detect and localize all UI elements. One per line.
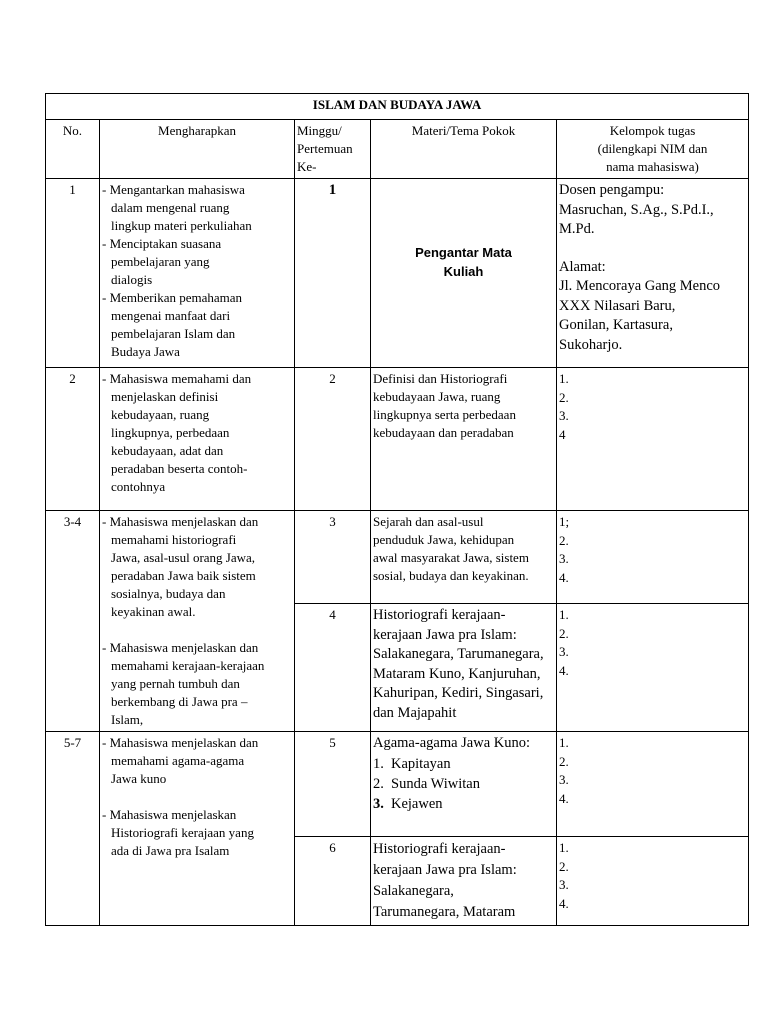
syllabus-table xyxy=(45,93,749,926)
header-mengharapkan: Mengharapkan xyxy=(100,120,295,179)
materi-cell: Sejarah dan asal-usul penduduk Jawa, kehidupan awal masyarakat Jawa, sistem sosial, budaya dan keyakinan. xyxy=(371,511,557,604)
goal-item: - Mahasiswa menjelaskan dan memahami agama-agama Jawa kuno xyxy=(102,735,259,786)
table-row xyxy=(46,368,749,511)
goal-item: - Mahasiswa menjelaskan dan memahami kerajaan-kerajaan yang pernah tumbuh dan berkembang di Jawa pra – Islam, xyxy=(102,640,265,727)
minggu-cell: 3 xyxy=(295,511,371,604)
header-no: No. xyxy=(46,120,100,179)
table-row xyxy=(46,179,749,368)
materi-cell xyxy=(371,179,557,368)
header-kelompok: Kelompok tugas (dilengkapi NIM dan nama mahasiswa) xyxy=(557,120,749,179)
goal-item: - Menciptakan suasana pembelajaran yang dialogis xyxy=(102,236,222,287)
title-row xyxy=(46,94,749,120)
materi-cell: Historiografi kerajaan- kerajaan Jawa pra Islam: Salakanegara, Tarumanegara, Mataram Kuno, Kanjuruhan, Kahuripan, Kediri, Singasari, dan Majapahit xyxy=(371,604,557,732)
row-number: 2 xyxy=(46,368,100,511)
list-item: 3. Kejawen xyxy=(373,795,443,812)
table-row xyxy=(46,732,749,837)
goals-cell xyxy=(100,368,295,511)
row-number: 3-4 xyxy=(46,511,100,732)
minggu-cell: 2 xyxy=(295,368,371,511)
row-number: 5-7 xyxy=(46,732,100,926)
header-materi: Materi/Tema Pokok xyxy=(371,120,557,179)
minggu-cell: 4 xyxy=(295,604,371,732)
kelompok-cell xyxy=(557,179,749,368)
goal-item: - Memberikan pemahaman mengenai manfaat dari pembelajaran Islam dan Budaya Jawa xyxy=(102,290,243,359)
kelompok-cell: 1. 2. 3. 4. xyxy=(557,604,749,732)
materi-cell: Historiografi kerajaan- kerajaan Jawa pra Islam: Salakanegara, Tarumanegara, Mataram xyxy=(371,837,557,926)
materi-cell: Definisi dan Historiografi kebudayaan Jawa, ruang lingkupnya serta perbedaan kebudayaan dan peradaban xyxy=(371,368,557,511)
goal-item: - Mahasiswa memahami dan menjelaskan definisi kebudayaan, ruang lingkupnya, perbedaan kebudayaan, adat dan peradaban beserta contoh- contohnya xyxy=(102,371,252,494)
row-number: 1 xyxy=(46,179,100,368)
kelompok-cell: 1; 2. 3. 4. xyxy=(557,511,749,604)
goal-item: - Mengantarkan mahasiswa dalam mengenal ruang lingkup materi perkuliahan xyxy=(102,182,252,233)
kelompok-cell: 1. 2. 3. 4 xyxy=(557,368,749,511)
goals-cell xyxy=(100,732,295,926)
table-row xyxy=(46,511,749,604)
goals-cell xyxy=(100,511,295,732)
materi-list xyxy=(373,754,554,814)
materi-cell xyxy=(371,732,557,837)
goal-item: - Mahasiswa menjelaskan dan memahami historiografi Jawa, asal-usul orang Jawa, peradaban Jawa baik sistem sosialnya, budaya dan keyakinan awal. xyxy=(102,514,259,619)
minggu-cell: 5 xyxy=(295,732,371,837)
list-item: 1. Kapitayan xyxy=(373,755,451,772)
header-row xyxy=(46,120,749,179)
kelompok-cell: 1. 2. 3. 4. xyxy=(557,732,749,837)
minggu-cell: 1 xyxy=(295,179,371,368)
dosen-name: Masruchan, S.Ag., S.Pd.I., M.Pd. xyxy=(559,201,714,237)
goal-item: - Mahasiswa menjelaskan Historiografi kerajaan yang ada di Jawa pra Isalam xyxy=(102,807,254,858)
alamat-text: Jl. Mencoraya Gang Menco XXX Nilasari Baru, Gonilan, Kartasura, Sukoharjo. xyxy=(559,278,721,353)
dosen-label: Dosen pengampu: xyxy=(559,182,665,198)
materi-title: Pengantar Mata Kuliah xyxy=(415,245,512,279)
list-item: 2. Sunda Wiwitan xyxy=(373,775,480,792)
materi-title: Agama-agama Jawa Kuno: xyxy=(373,735,531,751)
alamat-label: Alamat: xyxy=(559,258,606,275)
header-minggu: Minggu/ Pertemuan Ke- xyxy=(295,120,371,179)
table-title: ISLAM DAN BUDAYA JAWA xyxy=(46,94,749,120)
goals-cell xyxy=(100,179,295,368)
minggu-cell: 6 xyxy=(295,837,371,926)
kelompok-cell: 1. 2. 3. 4. xyxy=(557,837,749,926)
